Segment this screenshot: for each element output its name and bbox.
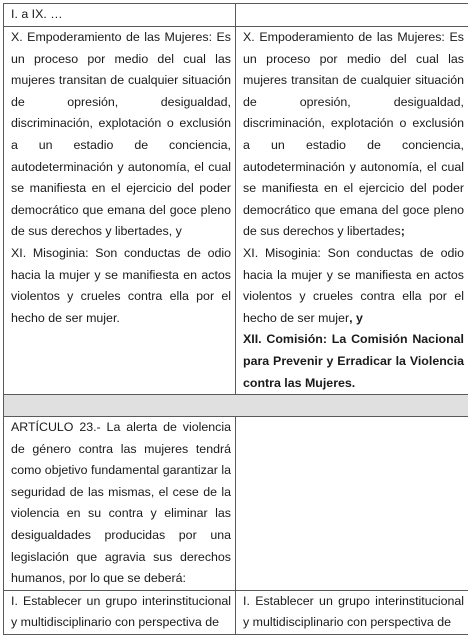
- table-cell-left: [4, 590, 236, 634]
- table-cell-right: [236, 590, 468, 634]
- article-23-fraction-i-text: I. Establecer un grupo interinstitucional y multidisciplinario con perspectiva de: [243, 593, 464, 630]
- article-23-text: ARTÍCULO 23.- La alerta de violencia de género contra las mujeres tendrá como objetivo fundamental garantizar la seguridad de las mismas, el cese de la violencia en su contra y eliminar las desigualdades producidas por una legislación que agravia sus derechos humanos, por lo que se deberá:: [11, 420, 231, 586]
- table-cell-left: [4, 4, 236, 27]
- fraction-x-text: X. Empoderamiento de las Mujeres: Es un proceso por medio del cual las mujeres transitan de cualquier situación de opresión, desigualdad, discriminación, explotación o exclusión a un estadio de conciencia, autodeterminación y autonomía, el cual se manifiesta en el ejercicio del poder democrático que emana del goce pleno de sus derechos y libertades: [243, 30, 464, 239]
- fraction-x-paragraph: [243, 27, 464, 243]
- table-row: [4, 590, 468, 634]
- article-23-fraction-i-text: I. Establecer un grupo interinstitucional y multidisciplinario con perspectiva de: [11, 593, 231, 630]
- table-row: [4, 4, 468, 27]
- fraction-range-text: I. a IX. …: [11, 7, 63, 21]
- fraction-xi-bold-ending: , y: [349, 310, 363, 325]
- table-cell-right: [236, 4, 468, 27]
- comparison-document: [3, 3, 468, 635]
- table-cell-right: [236, 417, 468, 591]
- table-cell-left: [4, 417, 236, 591]
- table-cell-right: [236, 27, 468, 395]
- fraction-xi-paragraph: [243, 243, 464, 329]
- table-row: [4, 27, 468, 395]
- separator-row: [4, 395, 468, 417]
- comparison-table: [3, 3, 468, 635]
- fraction-x-text: X. Empoderamiento de las Mujeres: Es un proceso por medio del cual las mujeres transitan de cualquier situación de opresión, desigualdad, discriminación, explotación o exclusión a un estadio de conciencia, autodeterminación y autonomía, el cual se manifiesta en el ejercicio del poder democrático que emana del goce pleno de sus derechos y libertades, y: [11, 30, 231, 239]
- table-cell-left: [4, 27, 236, 395]
- fraction-xii-bold-text: XII. Comisión: La Comisión Nacional para Prevenir y Erradicar la Violencia contra las Mujeres.: [243, 332, 464, 390]
- table-row: [4, 417, 468, 591]
- fraction-x-bold-ending: ;: [400, 224, 405, 239]
- fraction-xi-text: XI. Misoginia: Son conductas de odio hacia la mujer y se manifiesta en actos violentos y crueles contra ella por el hecho de ser mujer.: [11, 245, 231, 325]
- fraction-xi-text: XI. Misoginia: Son conductas de odio hacia la mujer y se manifiesta en actos violentos y crueles contra ella por el hecho de ser mujer: [243, 245, 464, 325]
- separator-cell: [4, 395, 468, 417]
- fraction-xii-paragraph: [243, 329, 464, 394]
